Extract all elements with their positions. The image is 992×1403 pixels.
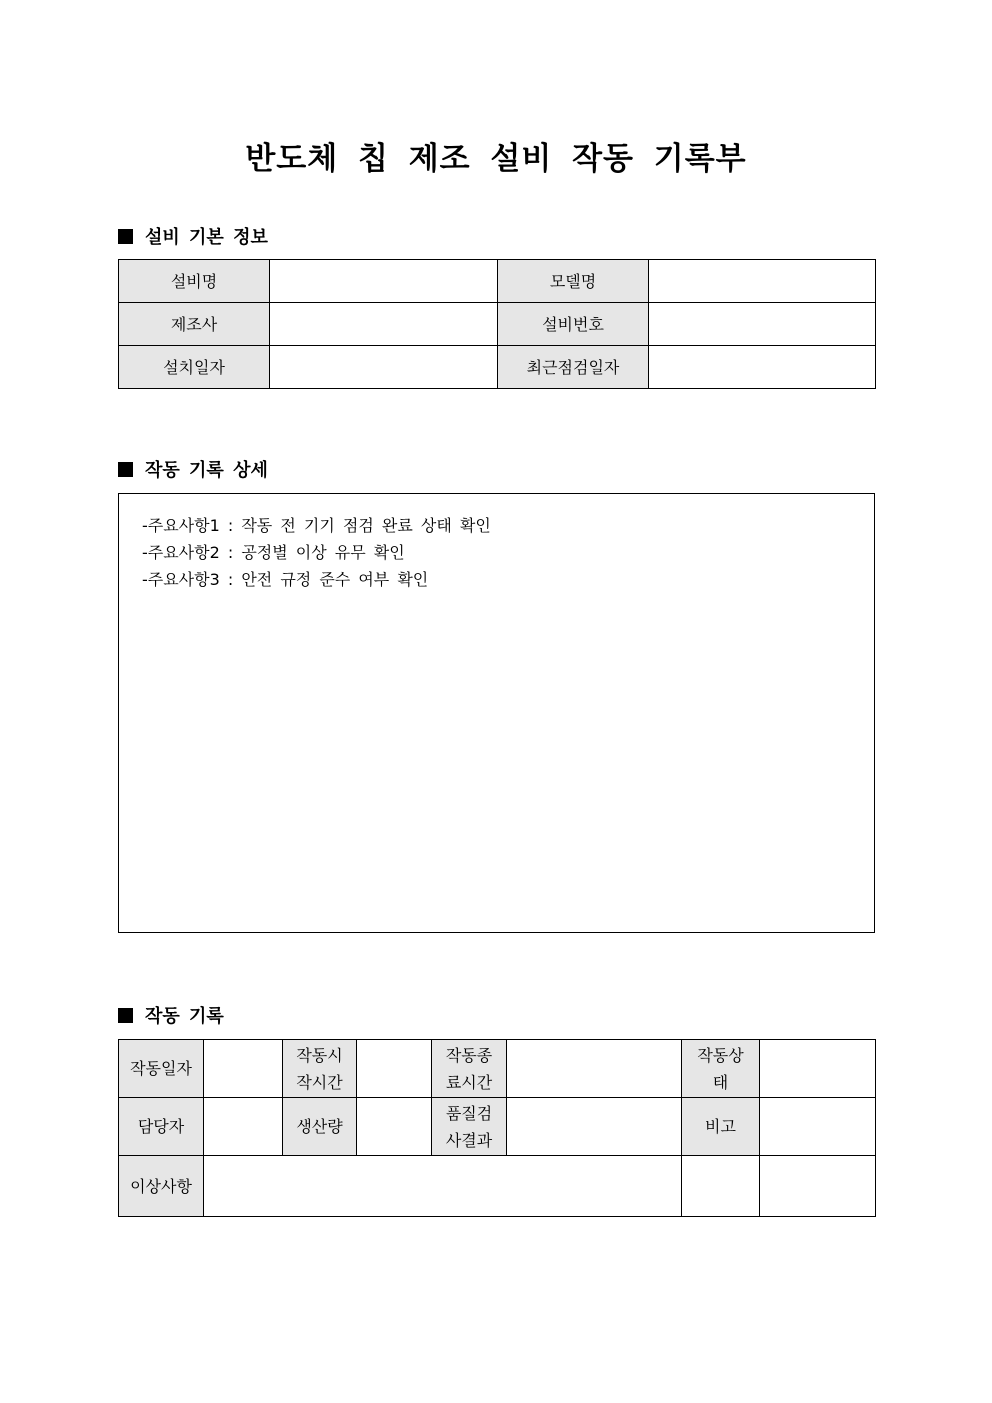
label-manufacturer: 제조사 <box>119 303 270 346</box>
label-remarks: 비고 <box>682 1098 760 1156</box>
table-row <box>119 346 876 389</box>
label-line: 작동종 <box>445 1045 493 1065</box>
label-quality-result <box>432 1098 507 1156</box>
field-manager[interactable] <box>204 1098 283 1156</box>
label-anomalies: 이상사항 <box>119 1156 204 1217</box>
operation-record-table <box>118 1039 876 1217</box>
field-operation-status[interactable] <box>760 1040 876 1098</box>
field-operation-date[interactable] <box>204 1040 283 1098</box>
field-extra-2[interactable] <box>760 1156 876 1217</box>
section-heading-text: 작동 기록 상세 <box>145 460 268 481</box>
page-title: 반도체 칩 제조 설비 작동 기록부 <box>245 141 747 177</box>
label-line: 작시간 <box>296 1072 343 1092</box>
field-production-volume[interactable] <box>357 1098 432 1156</box>
field-quality-result[interactable] <box>507 1098 682 1156</box>
field-end-time[interactable] <box>507 1040 682 1098</box>
label-end-time <box>432 1040 507 1098</box>
field-anomalies[interactable] <box>204 1156 682 1217</box>
label-line: 품질검 <box>445 1103 493 1123</box>
label-line: 작동상 <box>697 1045 744 1065</box>
label-operation-status <box>682 1040 760 1098</box>
section-heading-equipment-info <box>118 223 268 249</box>
table-row <box>119 260 876 303</box>
section-heading-operation-detail <box>118 456 268 482</box>
label-start-time <box>283 1040 357 1098</box>
table-row <box>119 1156 876 1217</box>
detail-line-1: -주요사항1 : 작동 전 기기 점검 완료 상태 확인 <box>142 516 491 535</box>
section-heading-text: 작동 기록 <box>145 1006 224 1027</box>
table-row <box>119 303 876 346</box>
label-last-inspection-date: 최근점검일자 <box>498 346 649 389</box>
label-manager: 담당자 <box>119 1098 204 1156</box>
black-square-icon <box>118 462 133 477</box>
label-line: 작동시 <box>296 1045 343 1065</box>
operation-detail-box[interactable] <box>118 493 875 933</box>
label-equipment-number: 설비번호 <box>498 303 649 346</box>
label-line: 료시간 <box>445 1072 493 1092</box>
field-equipment-name[interactable] <box>270 260 498 303</box>
field-install-date[interactable] <box>270 346 498 389</box>
label-production-volume: 생산량 <box>283 1098 357 1156</box>
equipment-info-table <box>118 259 876 389</box>
field-last-inspection-date[interactable] <box>649 346 876 389</box>
field-extra-1[interactable] <box>682 1156 760 1217</box>
detail-line-3: -주요사항3 : 안전 규정 준수 여부 확인 <box>142 570 429 589</box>
field-manufacturer[interactable] <box>270 303 498 346</box>
field-equipment-number[interactable] <box>649 303 876 346</box>
black-square-icon <box>118 229 133 244</box>
field-start-time[interactable] <box>357 1040 432 1098</box>
field-model-name[interactable] <box>649 260 876 303</box>
label-line: 태 <box>712 1072 729 1092</box>
section-heading-operation-record <box>118 1002 224 1028</box>
label-line: 사결과 <box>445 1130 493 1150</box>
field-remarks[interactable] <box>760 1098 876 1156</box>
label-model-name: 모델명 <box>498 260 649 303</box>
label-operation-date: 작동일자 <box>119 1040 204 1098</box>
label-equipment-name: 설비명 <box>119 260 270 303</box>
table-row <box>119 1040 876 1098</box>
black-square-icon <box>118 1008 133 1023</box>
table-row <box>119 1098 876 1156</box>
section-heading-text: 설비 기본 정보 <box>145 227 268 248</box>
label-install-date: 설치일자 <box>119 346 270 389</box>
detail-line-2: -주요사항2 : 공정별 이상 유무 확인 <box>142 543 405 562</box>
